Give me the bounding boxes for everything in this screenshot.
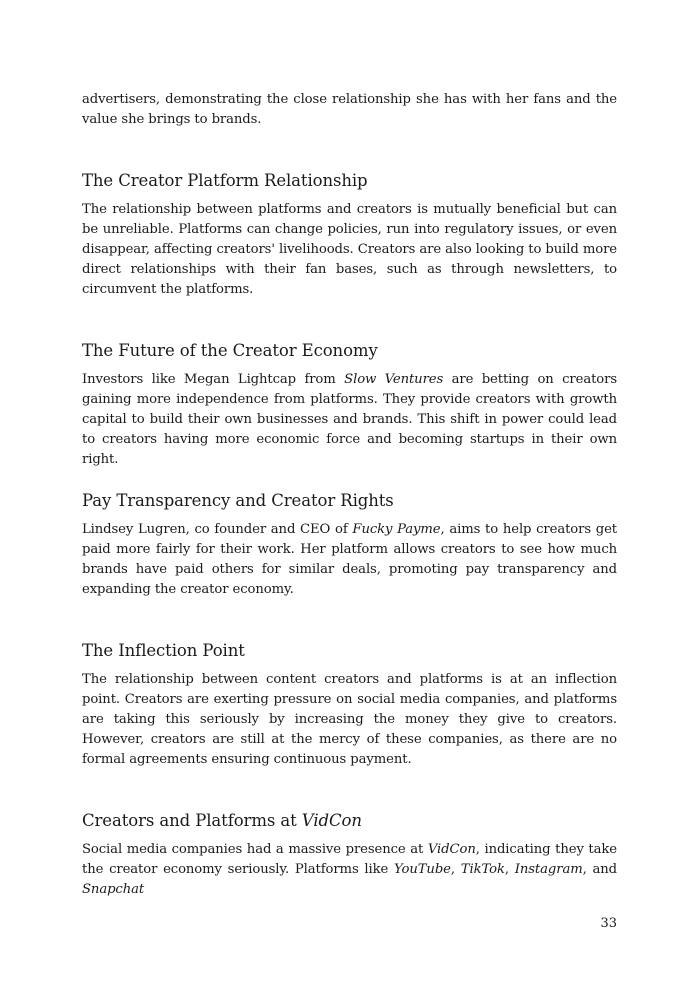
section-body: The relationship between content creators and platforms is at an inflection point. Creators are exerting pressure on social media companies, and platforms are taking this seriously by increasing the money they give to creators. However, creators are still at the mercy of these companies, as there are no formal agreements ensuring continuous payment. — [82, 672, 617, 767]
body-text: Lindsey Lugren, co founder and CEO of — [82, 522, 353, 537]
section-body — [82, 520, 617, 600]
event-name: VidCon — [427, 842, 476, 857]
body-text: , aims to help creators get paid more fairly for their work. Her platform allows creators to see how much brands have paid others for similar deals, promoting pay transparency and expanding the creator economy. — [82, 522, 618, 597]
document-page — [82, 0, 617, 992]
section-heading: The Inflection Point — [82, 641, 245, 660]
heading-text: Creators and Platforms at — [82, 811, 302, 830]
section-heading: Pay Transparency and Creator Rights — [82, 491, 394, 510]
event-name: VidCon — [301, 811, 362, 830]
body-text: , indicating they take the creator economy seriously. Platforms like — [82, 842, 617, 877]
body-text: are betting on creators gaining more independence from platforms. They provide creators with growth capital to build their own businesses and brands. This shift in power could lead to creators having more economic force and becoming startups in their own right. — [82, 372, 618, 467]
section-creators-platforms-vidcon — [82, 810, 617, 900]
section-inflection-point — [82, 640, 617, 770]
platform-name: YouTube — [394, 862, 451, 877]
body-text: , — [450, 862, 461, 877]
section-body: The relationship between platforms and creators is mutually beneficial but can be unreliable. Platforms can change policies, run into regulatory issues, or even disappear, affecting creators' livelihoods. Creators are also looking to build more direct relationships with their fan bases, such as through newsletters, to circumvent the platforms. — [82, 202, 617, 297]
body-text: , and — [582, 862, 618, 877]
section-future-creator-economy — [82, 340, 617, 470]
platform-name: Instagram — [514, 862, 583, 877]
platform-name: TikTok — [460, 862, 505, 877]
section-body — [82, 840, 617, 900]
section-body — [82, 370, 617, 470]
body-text: Investors like Megan Lightcap from — [82, 372, 345, 387]
section-heading: The Creator Platform Relationship — [82, 171, 368, 190]
section-heading — [82, 810, 617, 832]
company-name: Slow Ventures — [344, 372, 444, 387]
company-name: Fucky Payme — [352, 522, 441, 537]
platform-name: Snapchat — [82, 882, 145, 897]
body-text: Social media companies had a massive presence at — [82, 842, 428, 857]
body-text: , — [504, 862, 515, 877]
section-heading: The Future of the Creator Economy — [82, 341, 378, 360]
section-creator-platform-relationship — [82, 170, 617, 300]
page-number: 33 — [600, 916, 617, 931]
section-pay-transparency — [82, 490, 617, 600]
intro-paragraph: advertisers, demonstrating the close relationship she has with her fans and the value she brings to brands. — [82, 92, 617, 127]
